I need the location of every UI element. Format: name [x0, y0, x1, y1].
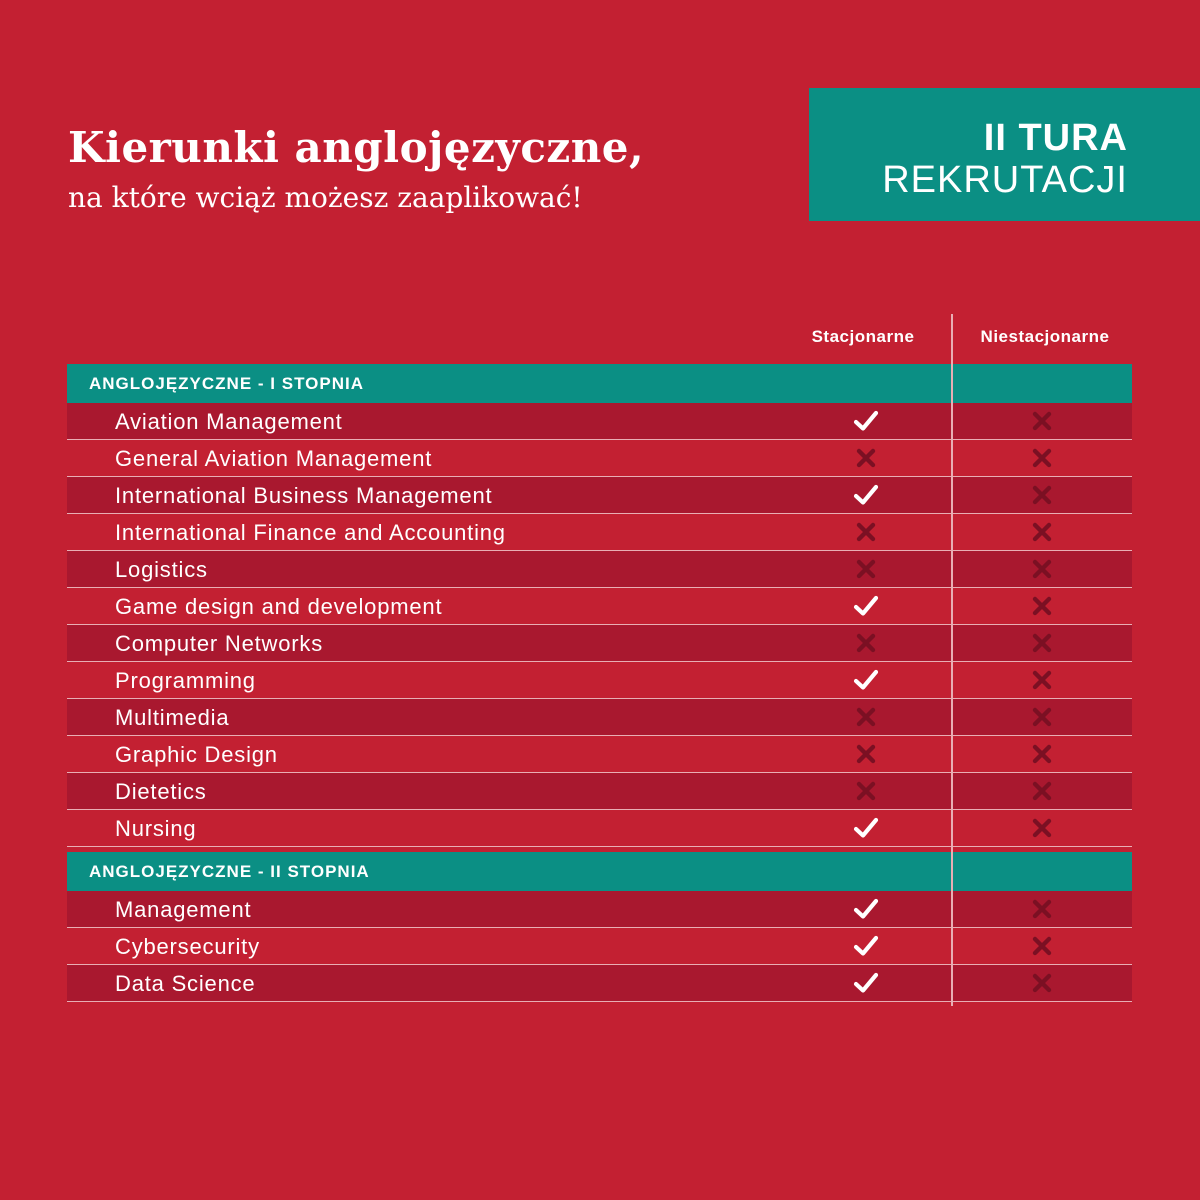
table-row	[67, 736, 1132, 773]
table-row	[67, 403, 1132, 440]
program-name: Cybersecurity	[115, 934, 260, 959]
table-row	[67, 551, 1132, 588]
cross-icon	[1028, 815, 1056, 841]
cross-icon	[1028, 667, 1056, 693]
cross-icon	[1028, 482, 1056, 508]
section-header	[67, 364, 1132, 403]
table-row	[67, 699, 1132, 736]
cross-icon	[1028, 741, 1056, 767]
check-icon	[852, 933, 880, 959]
table-row	[67, 514, 1132, 551]
table-row	[67, 810, 1132, 847]
table-row	[67, 928, 1132, 965]
program-name: Dietetics	[115, 779, 207, 804]
section-header-label: ANGLOJĘZYCZNE - I STOPNIA	[89, 374, 364, 393]
column-header-stacjonarne: Stacjonarne	[811, 327, 915, 346]
cross-icon	[1028, 933, 1056, 959]
cross-icon	[1028, 556, 1056, 582]
program-name: General Aviation Management	[115, 446, 433, 471]
cross-icon	[852, 741, 880, 767]
cross-icon	[1028, 593, 1056, 619]
table-row	[67, 773, 1132, 810]
table-row	[67, 891, 1132, 928]
check-icon	[852, 815, 880, 841]
cross-icon	[1028, 704, 1056, 730]
table-row	[67, 588, 1132, 625]
section-header-label: ANGLOJĘZYCZNE - II STOPNIA	[89, 862, 370, 881]
cross-icon	[1028, 408, 1056, 434]
cross-icon	[1028, 896, 1056, 922]
table-row	[67, 477, 1132, 514]
check-icon	[852, 896, 880, 922]
badge-line-2: REKRUTACJI	[882, 159, 1128, 201]
cross-icon	[1028, 630, 1056, 656]
program-name: Data Science	[115, 971, 256, 996]
table-row	[67, 440, 1132, 477]
table-row	[67, 625, 1132, 662]
program-name: International Finance and Accounting	[115, 520, 506, 545]
program-name: Game design and development	[115, 594, 443, 619]
program-name: Graphic Design	[115, 742, 278, 767]
cross-icon	[852, 445, 880, 471]
cross-icon	[852, 519, 880, 545]
check-icon	[852, 482, 880, 508]
table-row	[67, 662, 1132, 699]
check-icon	[852, 667, 880, 693]
program-name: Multimedia	[115, 705, 230, 730]
program-name: Aviation Management	[115, 409, 343, 434]
table-row	[67, 965, 1132, 1002]
page-title: Kierunki anglojęzyczne,	[68, 123, 645, 172]
cross-icon	[1028, 519, 1056, 545]
section-header	[67, 852, 1132, 891]
cross-icon	[852, 556, 880, 582]
program-name: Management	[115, 897, 252, 922]
check-icon	[852, 970, 880, 996]
recruitment-round-badge	[809, 88, 1200, 221]
cross-icon	[852, 630, 880, 656]
program-name: Programming	[115, 668, 256, 693]
program-name: International Business Management	[115, 483, 493, 508]
check-icon	[852, 593, 880, 619]
cross-icon	[1028, 970, 1056, 996]
cross-icon	[852, 778, 880, 804]
programs-table	[67, 364, 1132, 1002]
column-header-niestacjonarne: Niestacjonarne	[980, 327, 1110, 346]
program-name: Nursing	[115, 816, 197, 841]
cross-icon	[1028, 445, 1056, 471]
program-name: Logistics	[115, 557, 208, 582]
cross-icon	[1028, 778, 1056, 804]
program-name: Computer Networks	[115, 631, 323, 656]
check-icon	[852, 408, 880, 434]
cross-icon	[852, 704, 880, 730]
badge-line-1: II TURA	[983, 117, 1128, 159]
column-divider	[951, 314, 953, 1006]
page-subtitle: na które wciąż możesz zaaplikować!	[68, 181, 583, 214]
